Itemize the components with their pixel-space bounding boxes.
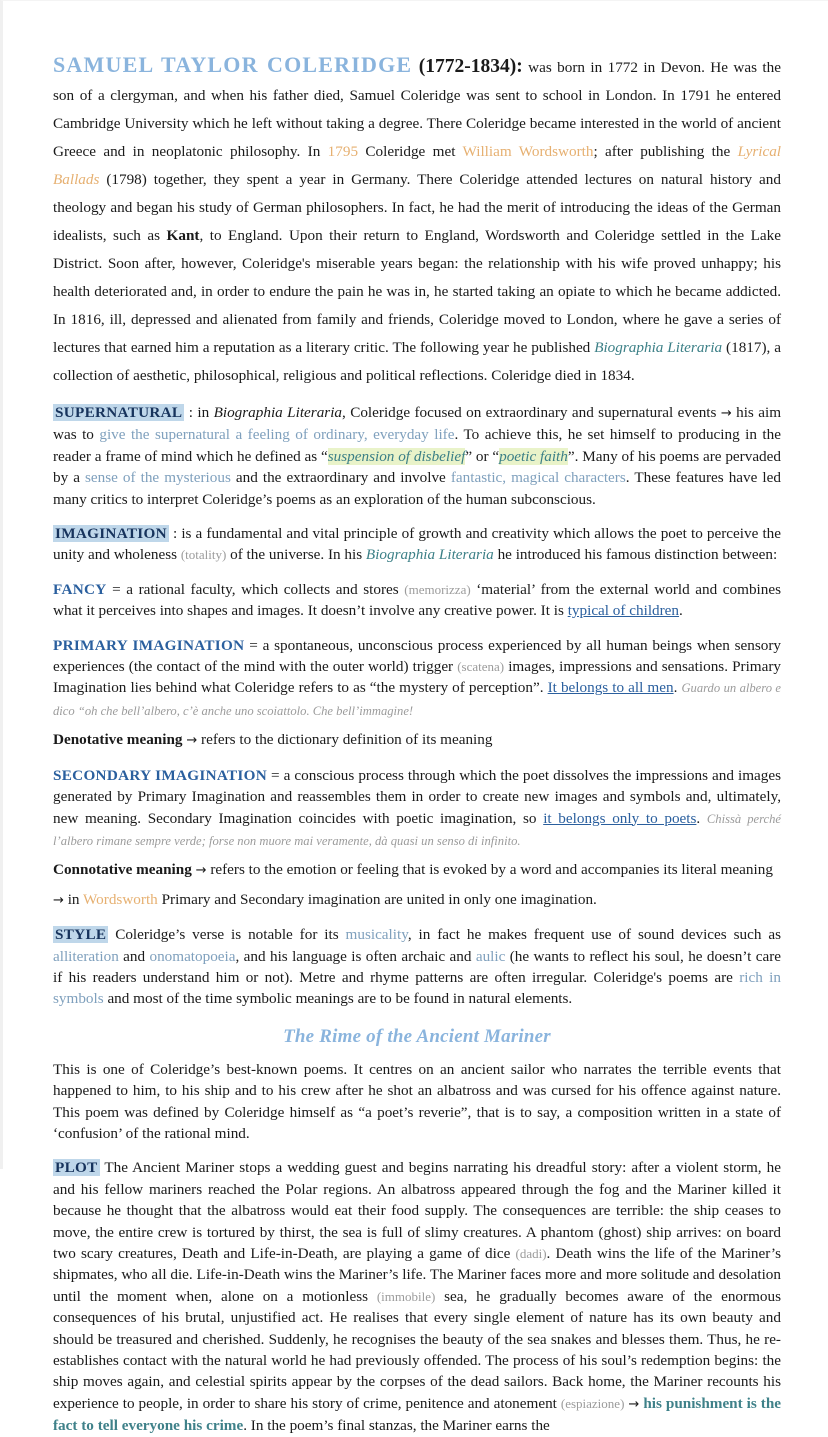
secondary-imagination-paragraph	[53, 765, 781, 853]
secondary-imagination-p2: .	[696, 809, 707, 827]
biography-part3: ; after publishing the	[593, 143, 738, 160]
gloss-scatena: (scatena)	[457, 659, 505, 675]
suspension-of-disbelief-quote: suspension of disbelief	[327, 447, 466, 465]
onomatopoeia-term: onomatopoeia	[149, 947, 236, 965]
secondary-imagination-p1: = a conscious process through which the poet dissolves the impressions and images generated by Primary Imagination and reassembles them in order to create new images and symbols and, ultimately, new meaning. Secondary Imagination coincides with poetic imagination, so	[53, 766, 781, 827]
primary-imagination-p3: .	[673, 679, 682, 697]
plot-p5: . In the poem’s final stanzas, the Mariner earns the	[243, 1417, 550, 1435]
it-belongs-to-all-men-underline: It belongs to all men	[547, 679, 674, 697]
biography-part2: Coleridge met	[358, 143, 463, 160]
supernatural-p7: and the extraordinary and involve	[230, 469, 451, 487]
wordsworth-mention: William Wordsworth	[462, 143, 594, 160]
biography-part1: was born in 1772 in Devon. He was the son of a clergyman, and when his father died, Samuel Coleridge was sent to school in London. In 1791 he entered Cambridge University which he left without taking a degree. There Coleridge became interested in the world of ancient Greece and in neoplatonic philosophy. In	[53, 59, 781, 160]
style-p4: , and his language is often archaic and	[235, 947, 476, 965]
document-body	[53, 51, 781, 1437]
connotative-meaning-text: refers to the emotion or feeling that is evoked by a word and accompanies its literal meaning	[206, 861, 773, 879]
gloss-immobile: (immobile)	[376, 1288, 436, 1304]
imagination-p3: he introduced his famous distinction between:	[493, 546, 778, 564]
gloss-memorizza: (memorizza)	[404, 581, 471, 597]
style-p1: Coleridge’s verse is notable for its	[108, 926, 346, 944]
alliteration-term: alliteration	[53, 947, 119, 965]
gloss-dadi: (dadi)	[515, 1246, 547, 1261]
plot-p3: sea, he gradually becomes aware of the enormous consequences of his brutal, unjustified act. He realises that every single element of nature has its own beauty and should be treasured and cherished. Suddenly, he recognises the beauty of the sea snakes and blesses them. Thus, he re-establishes contact with the natural world he had previously offended. The process of his soul’s redemption begins: the ship moves again, and celestial spirits appear by the corpses of the dead sailors. Back home, the Mariner recounts his experience to people, in order to share his story of crime, penitence and atonement	[53, 1287, 781, 1412]
supernatural-heading-badge: SUPERNATURAL	[55, 404, 183, 421]
denotative-meaning-paragraph	[53, 729, 781, 751]
it-belongs-only-to-poets-underline: it belongs only to poets	[543, 809, 697, 827]
kant-mention: Kant	[166, 227, 200, 244]
style-p6: and most of the time symbolic meanings are to be found in natural elements.	[103, 990, 573, 1008]
page-title-paragraph	[53, 51, 781, 389]
supernatural-highlight-2: sense of the mysterious	[85, 469, 231, 487]
fancy-p3: .	[679, 602, 683, 620]
arrow-icon: →	[720, 406, 732, 421]
fancy-paragraph	[53, 579, 781, 622]
primary-imagination-paragraph	[53, 635, 781, 723]
style-p2: , in fact he makes frequent use of sound devices such as	[407, 926, 781, 944]
rich-in-symbols-term: rich in symbols	[53, 968, 781, 1008]
biography-part4: (1798) together, they spent a year in Germany. There Coleridge attended lectures on natural history and theology and began his study of German philosophers. In fact, he had the merit of introducing the ideas of the German idealists, such as	[53, 171, 781, 244]
supernatural-p6: ”. Many of his poems are pervaded by a	[53, 447, 781, 487]
arrow-icon: →	[53, 892, 64, 908]
style-p3: and	[118, 947, 150, 965]
arrow-icon: →	[628, 1396, 640, 1412]
supernatural-highlight-1: give the supernatural a feeling of ordinary, everyday life	[99, 426, 455, 444]
fancy-heading: FANCY	[53, 580, 107, 598]
fancy-p2: ‘material’ from the external world and combines what it perceives into shapes and images. It doesn’t involve any creative power. It is	[53, 580, 782, 620]
imagination-p1: : is a fundamental and vital principle of growth and creativity which allows the poet to perceive the unity and wholeness	[53, 525, 781, 564]
supernatural-p5: ” or “	[465, 447, 500, 465]
author-dates: (1772-1834):	[418, 56, 523, 77]
typical-of-children-underline: typical of children	[567, 602, 680, 620]
musicality-term: musicality	[345, 926, 408, 944]
imagination-paragraph	[53, 523, 781, 566]
wordsworth-union-paragraph	[53, 889, 781, 911]
gloss-totality: (totality)	[180, 547, 227, 563]
supernatural-p1: : in	[184, 404, 214, 421]
denotative-meaning-label: Denotative meaning	[53, 731, 183, 749]
imagination-heading-badge: IMAGINATION	[55, 525, 167, 543]
plot-paragraph	[53, 1157, 781, 1436]
biographia-literaria-title-1: Biographia Literaria	[594, 339, 723, 356]
primary-imagination-p2: images, impressions and sensations. Primary Imagination lies behind what Coleridge refers to as “the mystery of perception”.	[53, 658, 782, 697]
italian-note-secondary: Chissà perché l’albero rimane sempre verde; forse non muore mai veramente, dà quasi un senso di infinito.	[53, 811, 781, 848]
poem-intro-paragraph: This is one of Coleridge’s best-known poems. It centres on an ancient sailor who narrates the terrible events that happened to him, to his ship and to his crew after he shot an albatross and was cursed for his offence against nature. This poem was defined by Coleridge himself as “a poet’s reverie”, that is to say, a composition written in a state of ‘confusion’ of the rational mind.	[53, 1060, 781, 1142]
author-name: SAMUEL TAYLOR COLERIDGE	[53, 52, 413, 77]
denotative-meaning-text: refers to the dictionary definition of its meaning	[197, 731, 493, 749]
wordsworth-mention-2: Wordsworth	[83, 890, 158, 908]
style-paragraph	[53, 924, 781, 1010]
poem-section-heading: The Rime of the Ancient Mariner	[283, 1025, 551, 1047]
biography-part5: , to England. Upon their return to England, Wordsworth and Coleridge settled in the Lake District. Soon after, however, Coleridge's miserable years began: the relationship with his wife proved unhappy; his health deteriorated and, in order to endure the pain he was in, he started taking an opiate to which he became addicted. In 1816, ill, depressed and alienated from family and friends, Coleridge moved to London, where he gave a series of lectures that earned him a reputation as a literary critic. The following year he published	[53, 227, 781, 356]
year-1795: 1795	[327, 143, 359, 160]
biographia-literaria-title-2: Biographia Literaria	[213, 404, 343, 421]
supernatural-p3: his aim was to	[53, 404, 782, 444]
wordsworth-union-prefix: in	[63, 890, 84, 908]
style-p5: (he wants to reflect his soul, he doesn’t care if his readers understand him or not). Metre and rhyme patterns are often irregular. Coleridge's poems are	[53, 947, 781, 986]
wordsworth-union-text: Primary and Secondary imagination are united in only one imagination.	[157, 890, 597, 908]
supernatural-p2: , Coleridge focused on extraordinary and supernatural events	[342, 404, 721, 421]
connotative-meaning-label: Connotative meaning	[53, 861, 192, 879]
style-heading-badge: STYLE	[55, 926, 107, 944]
poetic-faith-quote: poetic faith	[499, 447, 568, 465]
supernatural-highlight-3: fantastic, magical characters	[450, 469, 626, 487]
plot-p2: . Death wins the life of the Mariner’s shipmates, who all die. Life-in-Death wins the Mariner’s life. The Mariner faces more and more solitude and desolation until the moment when, alone on a motionless	[53, 1245, 781, 1305]
primary-imagination-heading: PRIMARY IMAGINATION	[53, 636, 245, 654]
connotative-meaning-paragraph	[53, 859, 781, 881]
lyrical-ballads-title: Lyrical Ballads	[53, 143, 782, 188]
arrow-icon: →	[195, 863, 207, 879]
fancy-p1: = a rational faculty, which collects and stores	[106, 580, 405, 598]
punishment-green-phrase: his punishment is the fact to tell everyone his crime	[53, 1394, 782, 1435]
imagination-p2: of the universe. In his	[226, 546, 366, 564]
aulic-term: aulic	[475, 947, 506, 965]
supernatural-paragraph	[53, 402, 781, 510]
secondary-imagination-heading: SECONDARY IMAGINATION	[53, 766, 267, 784]
gloss-espiazione: (espiazione)	[560, 1395, 625, 1411]
arrow-icon: →	[186, 733, 198, 749]
primary-imagination-p1: = a spontaneous, unconscious process experienced by all human beings when sensory experiences (the contact of the mind with the outer world) trigger	[53, 636, 781, 676]
biography-part6: (1817), a collection of aesthetic, philosophical, religious and political reflections. Coleridge died in 1834.	[53, 339, 781, 384]
biographia-literaria-title-3: Biographia Literaria	[365, 546, 494, 564]
supernatural-p4: . To achieve this, he set himself to producing in the reader a frame of mind which he defined as “	[53, 426, 781, 465]
plot-heading-badge: PLOT	[55, 1159, 98, 1177]
plot-p1: The Ancient Mariner stops a wedding guest and begins narrating his dreadful story: after a violent storm, he and his fellow mariners reached the Polar regions. An albatross appeared through the fog and the Mariner killed it because he thought that the albatross would eat their food supply. The consequences are terrible: the ship ceases to move, the entire crew is tortured by thirst, the sea is full of slimy creatures. A phantom (ghost) ship arrives: on board two scary creatures, Death and Life-in-Death, are playing a game of dice	[53, 1159, 781, 1262]
supernatural-p8: . These features have led many critics to interpret Coleridge’s poems as an exploration of the human subconscious.	[53, 469, 781, 508]
italian-note-primary: Guardo un albero e dico “oh che bell’albero, c’è anche uno scoiattolo. Che bell’immagine!	[53, 681, 782, 718]
